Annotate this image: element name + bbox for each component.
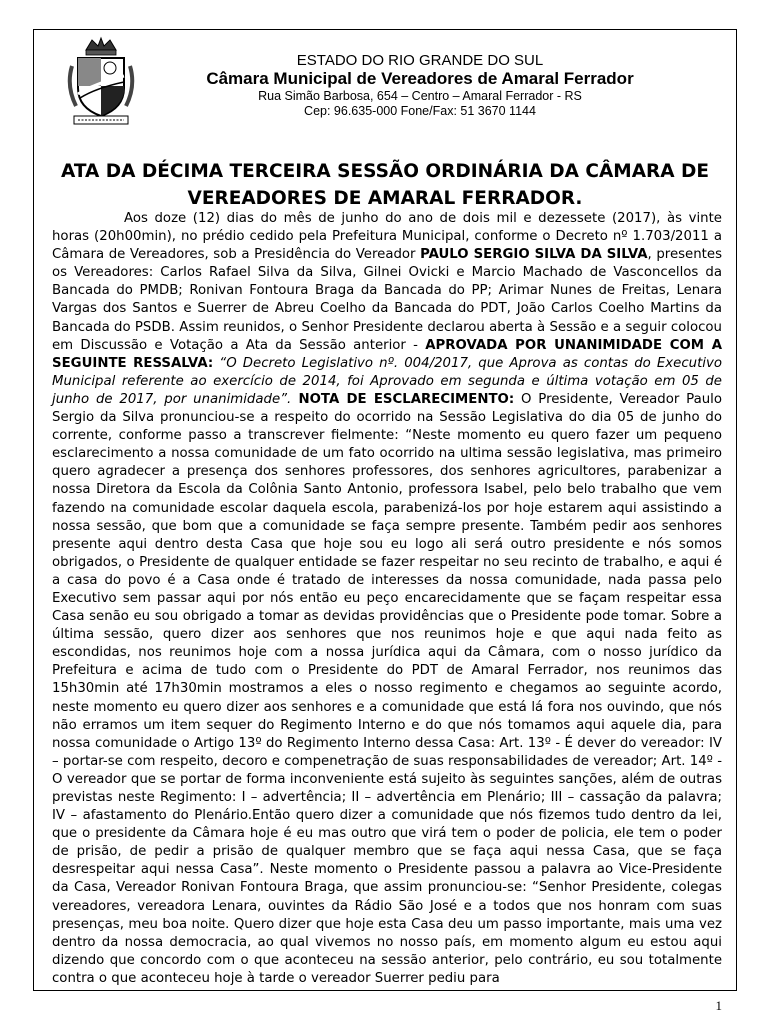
- president-name: PAULO SERGIO SILVA DA SILVA: [420, 247, 648, 263]
- minutes-paragraph: [52, 210, 722, 988]
- minutes-body: [52, 210, 722, 988]
- chamber-name: Câmara Municipal de Vereadores de Amaral Ferrador: [206, 69, 634, 88]
- opening-text: Aos doze (12) dias do mês de junho do ano de dois mil e dezessete (2017), às vinte horas (20h00min), no prédio cedido pela Prefeitura Municipal, conforme o Decreto nº 1.703/2011 a Câmara de Vereadores, sob a Presidência do Vereador: [52, 211, 722, 263]
- letterhead: [150, 52, 690, 119]
- clarification-text: O Presidente, Vereador Paulo Sergio da Silva pronunciou-se a respeito do ocorrido na Sessão Legislativa do dia 05 de junho do corrente, conforme passo a transcrever fielmente: “Neste momento eu quero fazer um pequeno esclarecimento a nossa comunidade de um fato ocorrido na ultima sessão legislativa, mas primeiro quero agradecer a presença dos senhores professores, dos senhores agricultores, parabenizar a nossa Diretora da Escola da Colônia Santo Antonio, professora Isabel, pelo belo trabalho que vem fazendo na comunidade escolar daquela escola, parabenizá-los por hoje estarem aqui assistindo a nossa sessão, que bom que a comunidade se faça sempre presente. Também pedir aos senhores presente aqui dentro desta Casa que hoje sou eu logo ali será outro presidente e nós somos obrigados, o Presidente de qualquer entidade se fazer respeitar no seu recinto de trabalho, e aqui é a casa do povo é a Casa onde é tratado de interesses da nossa comunidade, nada passa pelo Executivo sem passar aqui por nós então eu peço encarecidamente que se façam respeitar essa Casa senão eu sou obrigado a tomar as devidas providências que o Presidente pode tomar. Sobre a última sessão, quero dizer aos senhores que nos reunimos hoje e que aqui nada feito as escondidas, nos reunimos hoje com a nossa jurídica aqui da Câmara, com o nosso jurídico da Prefeitura e acima de tudo com o Presidente do PDT de Amaral Ferrador, nos reunimos das 15h30min até 17h30min mostramos a eles o nosso regimento e chegamos ao seguinte acordo, neste momento eu quero dizer aos senhores e a comunidade que está lá fora nos ouvindo, que nós não erramos um item sequer do Regimento Interno e do que nós tomamos aqui aquele dia, para nossa comunidade o Artigo 13º do Regimento Interno dessa Casa: Art. 13º - É dever do vereador: IV – portar-se com respeito, decoro e compenetração de suas responsabilidades de vereador; Art. 14º - O vereador que se portar de forma inconveniente está sujeito às seguintes sanções, além de outras previstas neste Regimento: I – advertência; II – advertência em Plenário; III – cassação da palavra; IV – afastamento do Plenário.Então quero dizer a comunidade que nós fizemos tudo dentro da lei, que o presidente da Câmara hoje é eu mas outro que virá tem o poder de policia, ele tem o poder de prisão, de pedir a prisão de qualquer membro que se faça aqui nessa Casa, que se faça desrespeitar aqui nessa Casa”. Neste momento o Presidente passou a palavra ao Vice-Presidente da Casa, Vereador Ronivan Fontoura Braga, que assim pronunciou-se: “Senhor Presidente, colegas vereadores, vereadora Lenara, ouvintes da Rádio São José e a todos que nos honram com suas presenças, meu boa noite. Quero dizer que hoje esta Casa deu um passo importante, mais uma vez dentro da nossa democracia, ao qual vivemos no nosso país, em momento algum eu estou aqui dizendo que concordo com o que aconteceu na sessão anterior, pelo contrário, eu sou totalmente contra o que aconteceu hoje à tarde o vereador Suerrer pediu para: [52, 391, 722, 986]
- approval-statement: APROVADA POR UNANIMIDADE COM A SEGUINTE RESSALVA:: [52, 337, 722, 371]
- clarification-label: NOTA DE ESCLARECIMENTO:: [291, 391, 515, 407]
- caveat-quote: “O Decreto Legislativo nº. 004/2017, que Aprova as contas do Executivo Municipal referente ao exercício de 2014, foi Aprovado em segunda e última votação em 05 de junho de 2017, por unanimidade”.: [52, 355, 722, 407]
- municipal-crest-logo: [64, 36, 138, 126]
- address-line: Rua Simão Barbosa, 654 – Centro – Amaral Ferrador - RS: [258, 89, 582, 103]
- page-number: 1: [715, 998, 722, 1013]
- contact-line: Cep: 96.635-000 Fone/Fax: 51 3670 1144: [304, 104, 536, 118]
- state-name: ESTADO DO RIO GRANDE DO SUL: [296, 52, 544, 69]
- document-title: ATA DA DÉCIMA TERCEIRA SESSÃO ORDINÁRIA DA CÂMARA DE VEREADORES DE AMARAL FERRADOR.: [60, 161, 710, 209]
- attendance-text: , presentes os Vereadores: Carlos Rafael Silva da Silva, Gilnei Ovicki e Marcio Machado de Vasconcellos da Bancada do PMDB; Ronivan Fontoura Braga da Bancada do PP; Arimar Nunes de Freitas, Lenara Vargas dos Santos e Suerrer de Abreu Coelho da Bancada do PDT, João Carlos Coelho Martins da Bancada do PSDB. Assim reunidos, o Senhor Presidente declarou aberta à Sessão e a seguir colocou em Discussão e Votação a Ata da Sessão anterior -: [52, 247, 722, 353]
